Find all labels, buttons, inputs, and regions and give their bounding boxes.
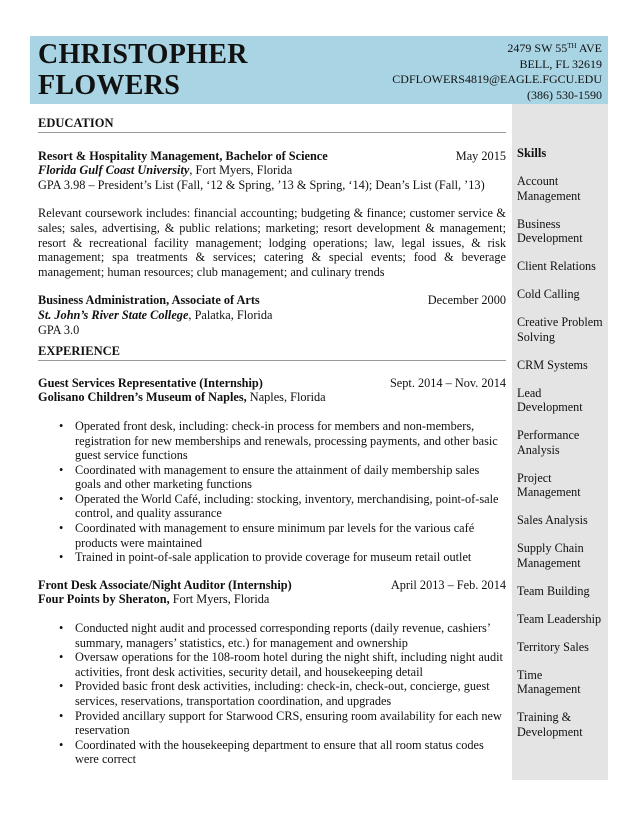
coursework-paragraph: Relevant coursework includes: financial accounting; budgeting & finance; customer service & sales; sales, advertising, & public relations; marketing; resort development & management; resort & recreational facility management; lodging operations; law, legal issues, & risk management; spa treatments & services; catering & special events; food & beverage management; human resources; club management; and culinary trends — [38, 206, 506, 279]
skill-item: Time Management — [517, 667, 581, 696]
job-title: Guest Services Representative (Internship) — [38, 375, 263, 390]
job-entry — [38, 578, 506, 767]
education-degree-row — [38, 149, 506, 164]
degree-date: December 2000 — [427, 293, 506, 308]
skill-item: Training & Development — [517, 710, 583, 739]
job-bullet: • Operated the World Café, including: stocking, inventory, merchandising, point-of-sale control, and quality assurance — [38, 492, 506, 521]
address-line-2: BELL, FL 32619 — [519, 56, 602, 71]
phone-number: (386) 530-1590 — [527, 87, 602, 102]
job-bullet: • Provided ancillary support for Starwood CRS, ensuring room availability for each new reservation — [38, 709, 506, 738]
resume-header — [30, 36, 608, 104]
job-title-row — [38, 376, 506, 391]
job-bullet: • Coordinated with management to ensure the attainment of daily membership sales goals and other marketing functions — [38, 463, 506, 492]
school-name: Florida Gulf Coast University — [38, 163, 190, 178]
education-entry — [38, 149, 506, 280]
skill-item: Sales Analysis — [517, 513, 588, 527]
skill-item: Cold Calling — [517, 287, 580, 301]
job-bullets — [38, 621, 506, 767]
education-degree-row — [38, 293, 506, 308]
skill-item: Client Relations — [517, 259, 596, 273]
skill-item: Lead Development — [517, 385, 583, 414]
employer-location: Naples, Florida — [246, 390, 326, 405]
address-line-1: 2479 SW 55TH AVE — [507, 41, 602, 55]
skills-heading: Skills — [517, 146, 547, 160]
skill-item: Business Development — [517, 216, 583, 245]
employer-line — [38, 592, 506, 607]
degree-date: May 2015 — [455, 148, 506, 163]
skill-item: Territory Sales — [517, 639, 589, 654]
gpa-line: GPA 3.98 – President’s List (Fall, ‘12 & Spring, ’13 & Spring, ‘14); Dean’s List (Fall, ’13) — [38, 177, 485, 192]
school-line — [38, 308, 506, 323]
job-bullet: • Provided basic front desk activities, including: check-in, check-out, concierge, guest services, reservations, transportation coordination, and upgrades — [38, 679, 506, 708]
job-dates: Sept. 2014 – Nov. 2014 — [389, 375, 506, 390]
skills-sidebar — [512, 104, 608, 780]
employer-name: Four Points by Sheraton, — [38, 592, 170, 607]
email-address[interactable]: CDFLOWERS4819@EAGLE.FGCU.EDU — [392, 72, 602, 86]
contact-info — [392, 41, 602, 103]
employer-line — [38, 390, 506, 405]
job-bullet: • Operated front desk, including: check-in process for members and non-members, registration for new memberships and renewals, processing payments, and other basic guest service functions — [38, 419, 506, 463]
job-title: Front Desk Associate/Night Auditor (Internship) — [38, 577, 292, 592]
skill-item: Supply Chain Management — [517, 541, 584, 570]
job-bullet: • Conducted night audit and processed corresponding reports (daily revenue, cashiers’ summary, managers’ statistics, etc.) for management and ownership — [38, 621, 506, 650]
degree-title: Resort & Hospitality Management, Bachelor of Science — [38, 148, 328, 163]
gpa-line: GPA 3.0 — [38, 322, 80, 337]
school-location: , Fort Myers, Florida — [189, 163, 293, 178]
skill-item: Account Management — [517, 174, 581, 203]
education-entry — [38, 293, 506, 337]
candidate-name — [38, 39, 248, 101]
job-bullet: • Oversaw operations for the 108-room hotel during the night shift, including night audit activities, front desk activities, security detail, and housekeeping detail — [38, 650, 506, 679]
skill-item: Creative Problem Solving — [517, 315, 603, 344]
education-heading: EDUCATION — [38, 116, 506, 133]
skill-item: Team Building — [517, 583, 590, 598]
job-entry — [38, 376, 506, 565]
job-bullet: • Coordinated with management to ensure minimum par levels for the various café products were maintained — [38, 521, 506, 550]
school-name: St. John’s River State College — [38, 307, 189, 322]
skill-item: Team Leadership — [517, 611, 602, 626]
skill-item: Performance Analysis — [517, 428, 580, 457]
main-content — [38, 116, 506, 767]
experience-heading: EXPERIENCE — [38, 344, 506, 361]
employer-name: Golisano Children’s Museum of Naples, — [38, 390, 247, 405]
job-title-row — [38, 578, 506, 593]
skill-item: Project Management — [517, 470, 581, 499]
job-bullet: • Trained in point-of-sale application to provide coverage for museum retail outlet — [38, 550, 506, 565]
skills-list — [517, 174, 607, 753]
degree-title: Business Administration, Associate of Arts — [38, 293, 260, 308]
job-bullet: • Coordinated with the housekeeping department to ensure that all room status codes were correct — [38, 738, 506, 767]
school-location: , Palatka, Florida — [188, 307, 273, 322]
skill-item: CRM Systems — [517, 357, 588, 372]
first-name: CHRISTOPHER — [38, 39, 248, 70]
last-name: FLOWERS — [38, 70, 181, 101]
school-line — [38, 163, 506, 178]
job-dates: April 2013 – Feb. 2014 — [390, 577, 506, 592]
employer-location: Fort Myers, Florida — [169, 592, 270, 607]
job-bullets — [38, 419, 506, 565]
